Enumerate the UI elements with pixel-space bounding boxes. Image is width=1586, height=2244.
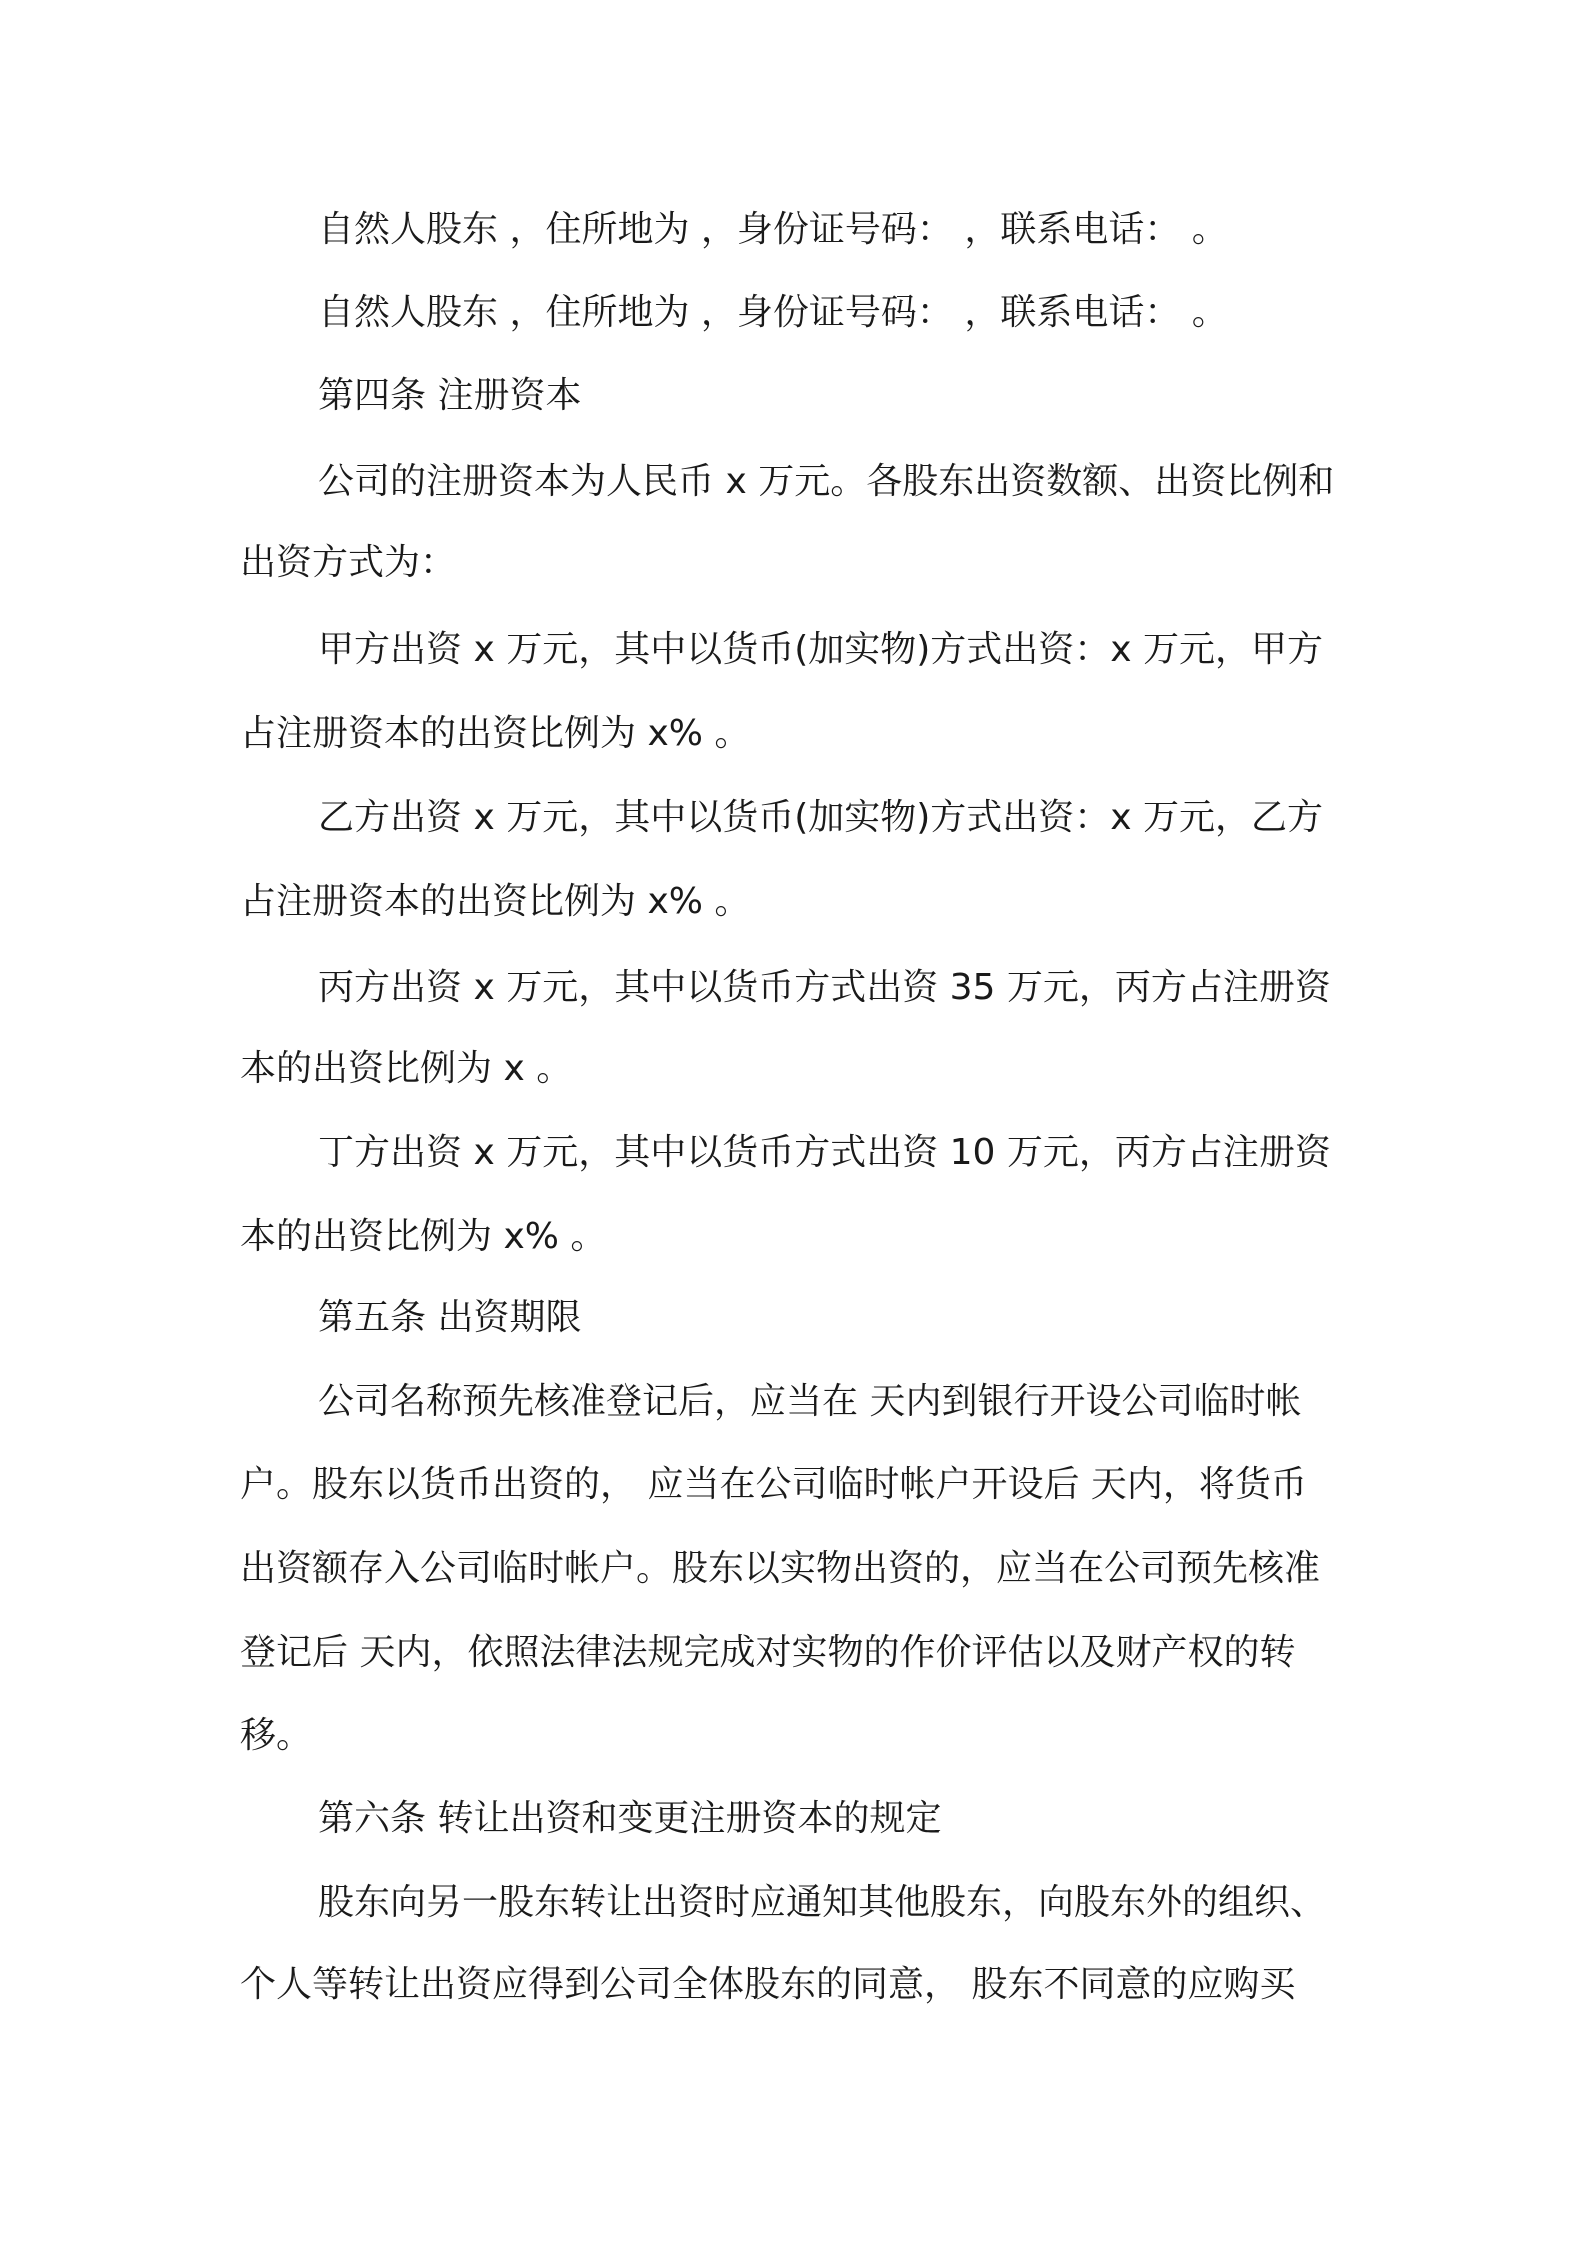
paragraph-line: 出资方式为：: [240, 542, 457, 583]
paragraph-line: 个人等转让出资应得到公司全体股东的同意， 股东不同意的应购买: [240, 1964, 1296, 2005]
paragraph-line: 出资额存入公司临时帐户。股东以实物出资的，应当在公司预先核准: [240, 1548, 1321, 1589]
paragraph-line: 公司名称预先核准登记后，应当在 天内到银行开设公司临时帐: [318, 1381, 1302, 1422]
paragraph-line: 乙方出资 x 万元，其中以货币(加实物)方式出资：x 万元，乙方: [318, 797, 1324, 838]
article-5-heading: 第五条 出资期限: [318, 1297, 582, 1338]
paragraph-line: 占注册资本的出资比例为 x% 。: [240, 713, 751, 754]
article-4-heading: 第四条 注册资本: [318, 375, 582, 416]
paragraph-line: 丁方出资 x 万元，其中以货币方式出资 10 万元，丙方占注册资: [318, 1132, 1331, 1173]
paragraph-line: 本的出资比例为 x 。: [240, 1048, 573, 1089]
shareholder-line-1: 自然人股东 ，住所地为 ，身份证号码： ，联系电话： 。: [318, 209, 1228, 250]
paragraph-line: 占注册资本的出资比例为 x% 。: [240, 881, 751, 922]
paragraph-line: 丙方出资 x 万元，其中以货币方式出资 35 万元，丙方占注册资: [318, 967, 1331, 1008]
paragraph-line: 甲方出资 x 万元，其中以货币(加实物)方式出资：x 万元，甲方: [318, 629, 1324, 670]
paragraph-line: 本的出资比例为 x% 。: [240, 1216, 607, 1257]
paragraph-line: 户。股东以货币出资的， 应当在公司临时帐户开设后 天内，将货币: [240, 1464, 1307, 1505]
paragraph-line: 移。: [240, 1715, 313, 1756]
paragraph-line: 公司的注册资本为人民币 x 万元。各股东出资数额、出资比例和: [318, 461, 1335, 502]
shareholder-line-2: 自然人股东 ，住所地为 ，身份证号码： ，联系电话： 。: [318, 292, 1228, 333]
paragraph-line: 登记后 天内，依照法律法规完成对实物的作价评估以及财产权的转: [240, 1632, 1296, 1673]
article-6-heading: 第六条 转让出资和变更注册资本的规定: [318, 1798, 942, 1839]
paragraph-line: 股东向另一股东转让出资时应通知其他股东，向股东外的组织、: [318, 1882, 1327, 1923]
